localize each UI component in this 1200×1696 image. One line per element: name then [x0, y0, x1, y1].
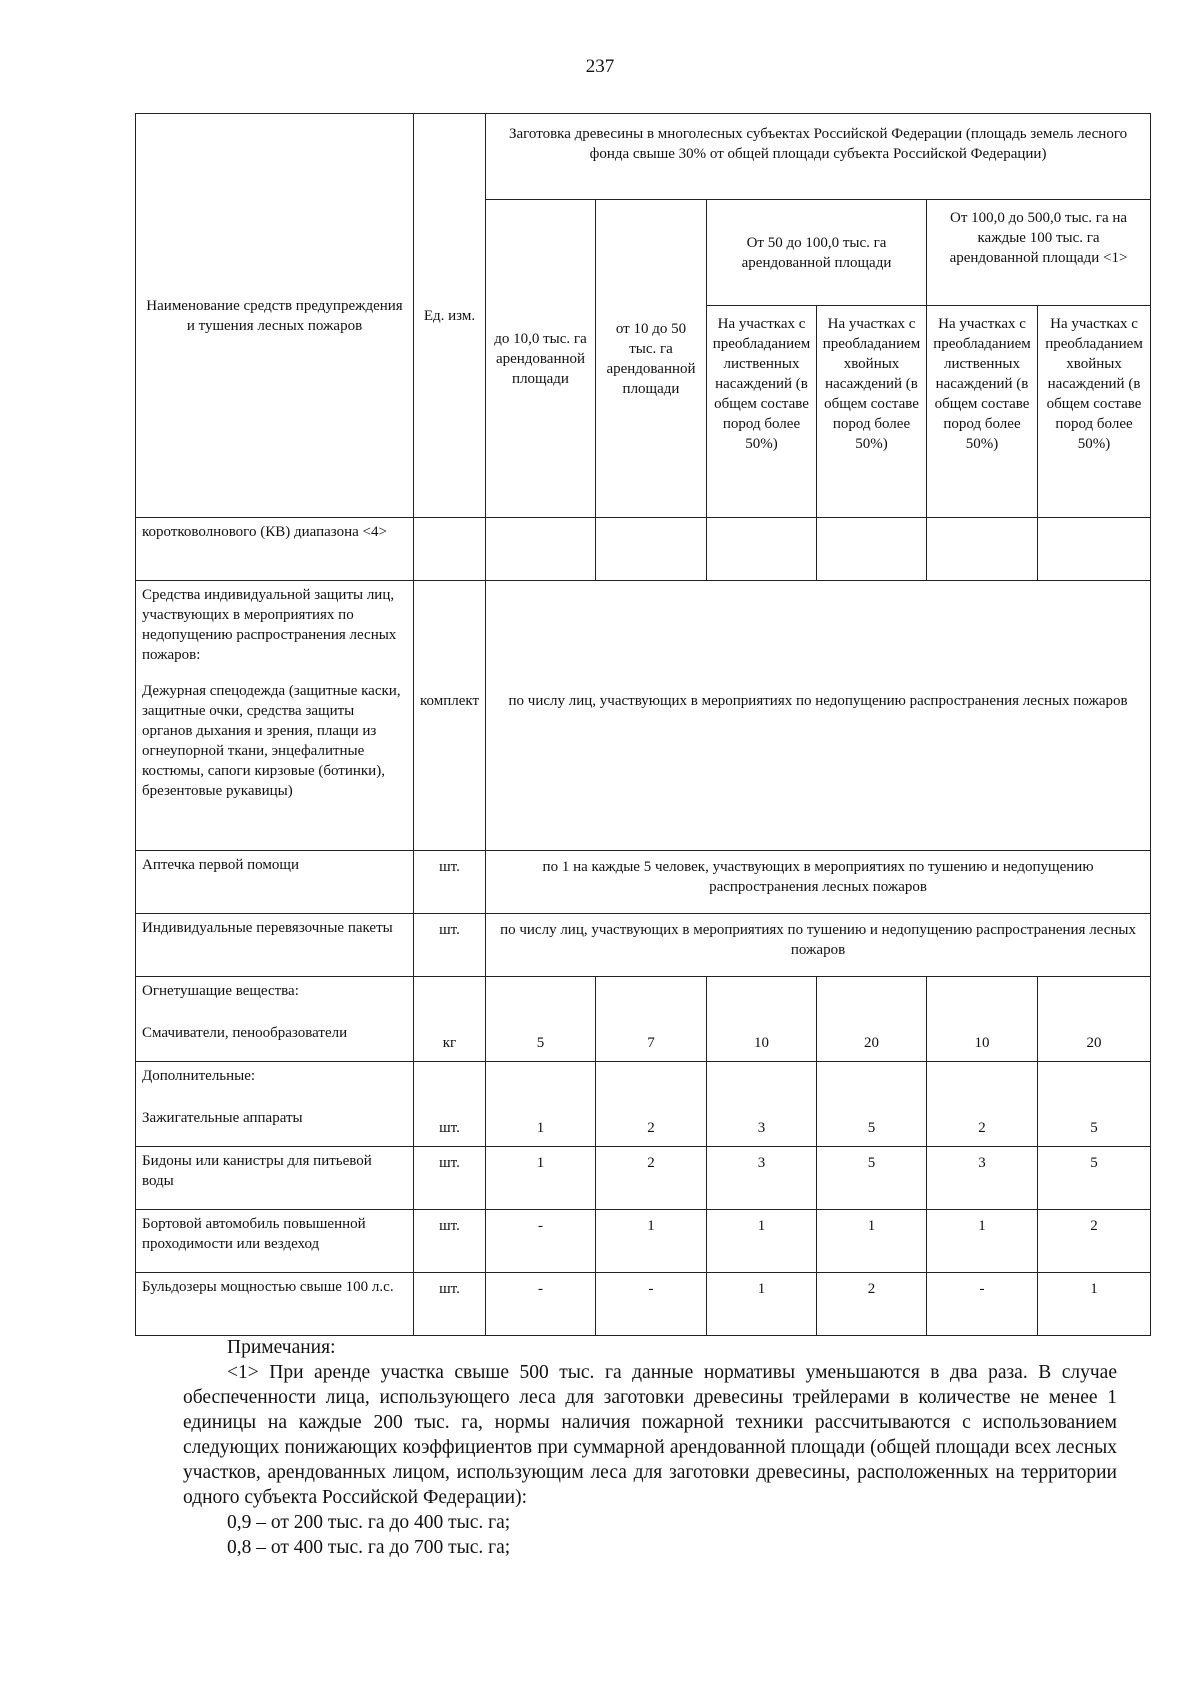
row-wetting-value: 5 [486, 977, 596, 1062]
table-row [136, 518, 1151, 581]
row-cans-value: 2 [596, 1147, 707, 1210]
row-igniters-heading: Дополнительные: [142, 1068, 256, 1084]
row-igniters-value: 3 [707, 1062, 817, 1147]
row-ppe-items: Дежурная спецодежда (защитные каски, защитные очки, средства защиты органов дыхания и зрения, плащи из огнеупорной ткани, энцефалитные костюмы, сапоги кирзовые (ботинки), брезентовые рукавицы) [142, 683, 401, 799]
row-igniters-value: 2 [927, 1062, 1038, 1147]
row-bulldozer-value: - [596, 1273, 707, 1336]
table-row [136, 1147, 1151, 1210]
table-row [136, 581, 1151, 851]
header-deciduous-50-100: На участках с преобладанием лиственных насаждений (в общем составе пород более 50%) [707, 306, 817, 518]
row-igniters-value: 2 [596, 1062, 707, 1147]
row-igniters-value: 1 [486, 1062, 596, 1147]
notes-paragraph-1: <1> При аренде участка свыше 500 тыс. га данные нормативы уменьшаются в два раза. В случае обеспеченности лица, использующего леса для заготовки древесины трейлерами в количестве не менее 1 единицы на каждые 200 тыс. га, нормы наличия пожарной техники рассчитываются с использованием следующих понижающих коэффициентов при суммарной арендованной площади (общей площади всех лесных участков, арендованных лицом, использующим леса для заготовки древесины, расположенных на территории одного субъекта Российской Федерации): [183, 1362, 1117, 1508]
row-wetting-value: 7 [596, 977, 707, 1062]
row-cans-value: 5 [817, 1147, 927, 1210]
header-name-column: Наименование средств предупреждения и тушения лесных пожаров [136, 114, 414, 518]
header-unit-column: Ед. изм. [414, 114, 486, 518]
row-first-aid-name: Аптечка первой помощи [136, 851, 414, 914]
notes-coefficient-2: 0,8 – от 400 тыс. га до 700 тыс. га; [227, 1537, 511, 1558]
row-truck-value: - [486, 1210, 596, 1273]
row-wetting-heading: Огнетушащие вещества: [142, 983, 299, 999]
row-truck-value: 1 [707, 1210, 817, 1273]
row-first-aid-unit: шт. [414, 851, 486, 914]
table-row [136, 977, 1151, 1062]
row-wetting-value: 20 [1038, 977, 1151, 1062]
row-igniters-value: 5 [817, 1062, 927, 1147]
row-dressing-unit: шт. [414, 914, 486, 977]
row-wetting-value: 10 [707, 977, 817, 1062]
page-number: 237 [585, 56, 615, 77]
row-igniters-label: Зажигательные аппараты [142, 1110, 303, 1126]
row-cans-value: 3 [927, 1147, 1038, 1210]
row-ppe-name [136, 581, 414, 851]
row-cans-value: 5 [1038, 1147, 1151, 1210]
row-bulldozer-unit: шт. [414, 1273, 486, 1336]
header-deciduous-100-500: На участках с преобладанием лиственных насаждений (в общем составе пород более 50%) [927, 306, 1038, 518]
row-wetting-name [136, 977, 414, 1062]
row-truck-value: 1 [817, 1210, 927, 1273]
row-dressing-value: по числу лиц, участвующих в мероприятиях по тушению и недопущению распространения лесных пожаров [486, 914, 1151, 977]
table-row [136, 914, 1151, 977]
row-bulldozer-value: - [927, 1273, 1038, 1336]
header-subgroup-50-100: От 50 до 100,0 тыс. га арендованной площади [707, 200, 927, 306]
row-first-aid-value: по 1 на каждые 5 человек, участвующих в мероприятиях по тушению и недопущению распространения лесных пожаров [486, 851, 1151, 914]
row-wetting-label: Смачиватели, пенообразователи [142, 1025, 348, 1041]
row-bulldozer-name: Бульдозеры мощностью свыше 100 л.с. [136, 1273, 414, 1336]
notes-coefficient-1: 0,9 – от 200 тыс. га до 400 тыс. га; [227, 1512, 511, 1533]
row-dressing-name: Индивидуальные перевязочные пакеты [136, 914, 414, 977]
row-igniters-unit: шт. [414, 1062, 486, 1147]
row-igniters-name [136, 1062, 414, 1147]
header-subgroup-100-500: От 100,0 до 500,0 тыс. га на каждые 100 тыс. га арендованной площади <1> [927, 200, 1151, 306]
header-coniferous-50-100: На участках с преобладанием хвойных насаждений (в общем составе пород более 50%) [817, 306, 927, 518]
header-col-up-to-10: до 10,0 тыс. га арендованной площади [486, 200, 596, 518]
header-group-title: Заготовка древесины в многолесных субъектах Российской Федерации (площадь земель лесного фонда свыше 30% от общей площади субъекта Российской Федерации) [486, 114, 1151, 200]
row-ppe-unit: комплект [414, 581, 486, 851]
row-ppe-value: по числу лиц, участвующих в мероприятиях по недопущению распространения лесных пожаров [486, 581, 1151, 851]
header-coniferous-100-500: На участках с преобладанием хвойных насаждений (в общем составе пород более 50%) [1038, 306, 1151, 518]
fire-equipment-norms-table [135, 113, 1151, 1336]
row-cans-unit: шт. [414, 1147, 486, 1210]
row-bulldozer-value: 1 [1038, 1273, 1151, 1336]
table-row [136, 851, 1151, 914]
row-kv-name: коротковолнового (КВ) диапазона <4> [136, 518, 414, 581]
row-truck-unit: шт. [414, 1210, 486, 1273]
notes-title: Примечания: [227, 1337, 336, 1358]
table-row [136, 1062, 1151, 1147]
row-wetting-unit: кг [414, 977, 486, 1062]
header-col-10-50: от 10 до 50 тыс. га арендованной площади [596, 200, 707, 518]
row-wetting-value: 20 [817, 977, 927, 1062]
row-cans-value: 1 [486, 1147, 596, 1210]
row-truck-name: Бортовой автомобиль повышенной проходимости или вездеход [136, 1210, 414, 1273]
row-truck-value: 1 [596, 1210, 707, 1273]
row-wetting-value: 10 [927, 977, 1038, 1062]
row-kv-unit [414, 518, 486, 581]
table-row [136, 1210, 1151, 1273]
row-bulldozer-value: - [486, 1273, 596, 1336]
row-bulldozer-value: 2 [817, 1273, 927, 1336]
table-row [136, 1273, 1151, 1336]
row-truck-value: 2 [1038, 1210, 1151, 1273]
row-bulldozer-value: 1 [707, 1273, 817, 1336]
row-truck-value: 1 [927, 1210, 1038, 1273]
row-cans-name: Бидоны или канистры для питьевой воды [136, 1147, 414, 1210]
row-cans-value: 3 [707, 1147, 817, 1210]
notes-section [183, 1335, 1117, 1560]
row-igniters-value: 5 [1038, 1062, 1151, 1147]
row-ppe-heading: Средства индивидуальной защиты лиц, участвующих в мероприятиях по недопущению распространения лесных пожаров: [142, 587, 397, 663]
